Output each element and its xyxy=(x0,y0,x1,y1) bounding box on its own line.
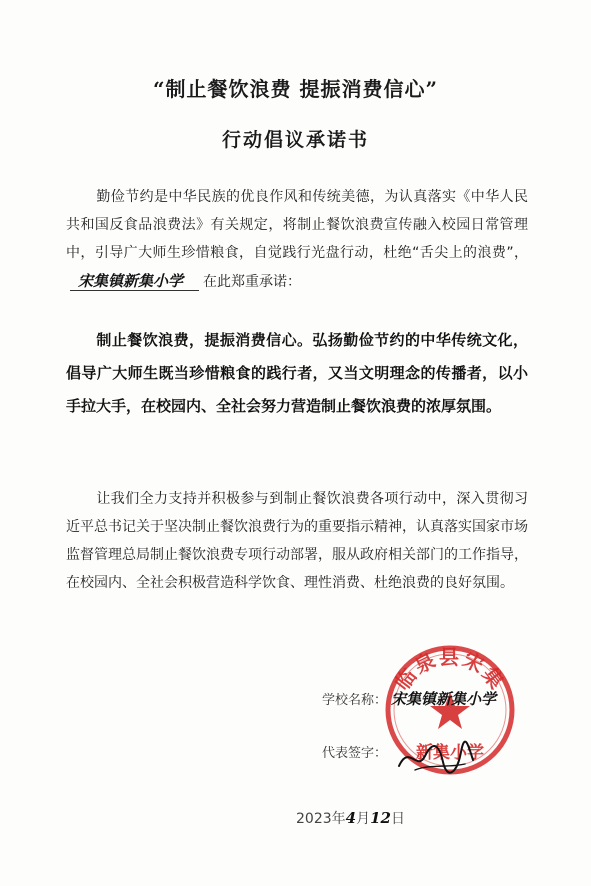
school-name-label: 学校名称： xyxy=(322,693,388,708)
date-day-suffix: 日 xyxy=(390,811,405,827)
date-month-suffix: 月 xyxy=(356,811,371,827)
paragraph-intro xyxy=(66,183,528,296)
paragraph-commitment xyxy=(66,324,528,423)
sub-title: 行动倡议承诺书 xyxy=(221,129,369,151)
paragraph-intro-text: 勤俭节约是中华民族的优良作风和传统美德，为认真落实《中华人民共和国反食品浪费法》有关规定，将制止餐饮浪费宣传融入校园日常管理中，引导广大师生珍惜粮食，自觉践行光盘行动，杜绝“舌尖上的浪费”， xyxy=(66,189,528,261)
date-day: 12 xyxy=(370,809,391,827)
date-year: 2023 xyxy=(296,811,332,827)
seal-top-text: 临泉县宋集 xyxy=(390,645,510,695)
date-year-suffix: 年 xyxy=(331,811,346,827)
handwritten-school-name: 宋集镇新集小学 xyxy=(70,272,199,291)
school-name-row xyxy=(322,688,496,709)
seal-bottom-text: 新集小学 xyxy=(416,743,484,763)
paragraph-commitment-text: 制止餐饮浪费，提振消费信心。弘扬勤俭节约的中华传统文化，倡导广大师生既当珍惜粮食的践行者，又当文明理念的传播者，以小手拉大手，在校园内、全社会努力营造制止餐饮浪费的浓厚氛围。 xyxy=(66,331,528,415)
date-month: 4 xyxy=(345,809,357,827)
paragraph-action-text: 让我们全力支持并积极参与到制止餐饮浪费各项行动中，深入贯彻习近平总书记关于坚决制止餐饮浪费行为的重要指示精神，认真落实国家市场监督管理总局制止餐饮浪费专项行动部署，服从政府相关部门的工作指导，在校园内、全社会积极营造科学饮食、理性消费、杜绝浪费的良好氛围。 xyxy=(66,491,528,591)
representative-label: 代表签字： xyxy=(322,746,388,761)
date-row xyxy=(296,808,405,828)
representative-row xyxy=(322,742,387,761)
signature-scribble-icon xyxy=(395,738,475,778)
main-title: “制止餐饮浪费 提振消费信心” xyxy=(153,77,438,101)
paragraph-action xyxy=(66,485,528,597)
school-name-signature: 宋集镇新集小学 xyxy=(391,690,497,708)
paragraph-intro-tail: 在此郑重承诺： xyxy=(203,274,302,290)
